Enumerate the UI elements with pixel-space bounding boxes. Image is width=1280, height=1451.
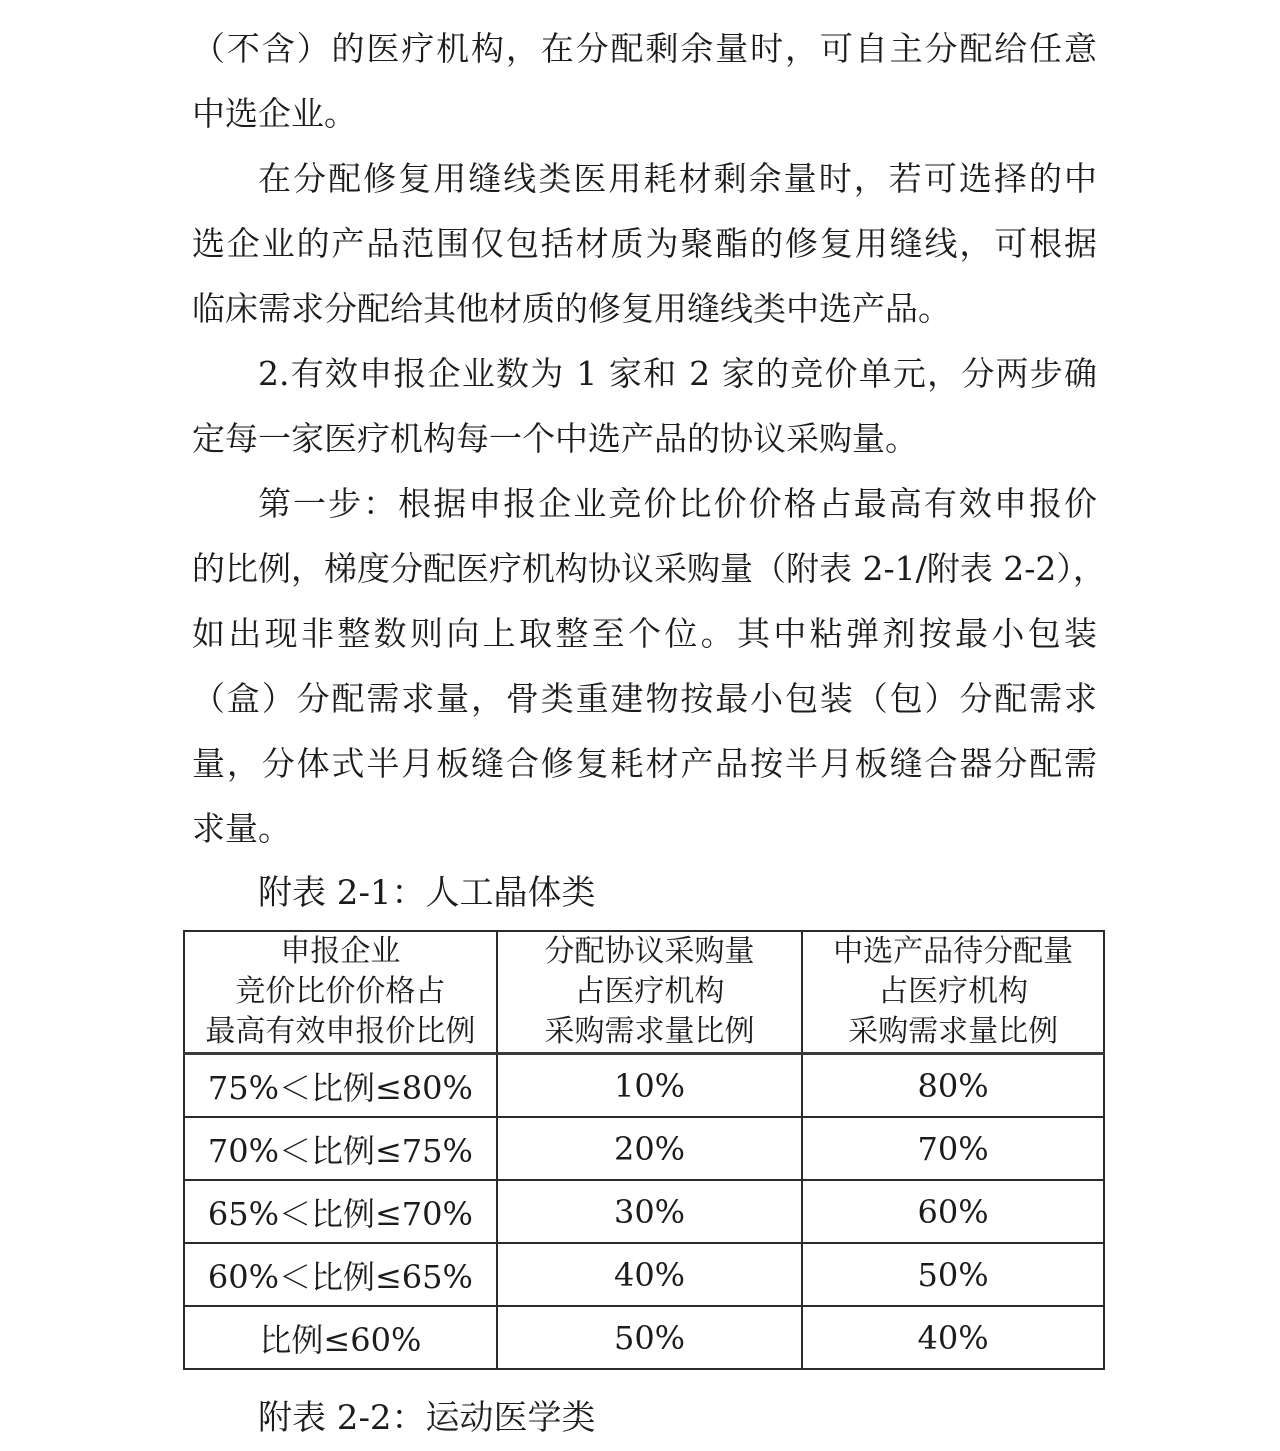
text-line: 量，分体式半月板缝合修复耗材产品按半月板缝合器分配需 — [192, 744, 1097, 783]
text-line: 如出现非整数则向上取整至个位。其中粘弹剂按最小包装 — [192, 614, 1097, 653]
table-cell: 70%＜比例≤75% — [184, 1117, 497, 1180]
table-cell: 30% — [497, 1180, 802, 1243]
allocation-table-2-1 — [183, 930, 1105, 1370]
table-2-1-caption: 附表 2-1：人工晶体类 — [258, 873, 596, 913]
table-cell: 40% — [497, 1243, 802, 1306]
paragraph — [192, 16, 1097, 146]
paragraph — [192, 471, 1106, 861]
header-line: 分配协议采购量 — [544, 934, 755, 969]
table-row — [184, 1306, 1104, 1369]
table-cell: 10% — [497, 1054, 802, 1118]
header-line: 采购需求量比例 — [544, 1014, 755, 1049]
header-line: 最高有效申报价比例 — [205, 1014, 476, 1049]
table-cell: 50% — [497, 1306, 802, 1369]
table-header-cell — [497, 931, 802, 1054]
table-cell: 80% — [802, 1054, 1104, 1118]
table-cell: 比例≤60% — [184, 1306, 497, 1369]
text-line: 临床需求分配给其他材质的修复用缝线类中选产品。 — [192, 289, 951, 328]
table-cell: 40% — [802, 1306, 1104, 1369]
table-row — [184, 1243, 1104, 1306]
table-row — [184, 1180, 1104, 1243]
text-line: 第一步：根据申报企业竞价比价价格占最高有效申报价 — [258, 484, 1097, 523]
table-cell: 65%＜比例≤70% — [184, 1180, 497, 1243]
table-row — [184, 1054, 1104, 1118]
text-line: 在分配修复用缝线类医用耗材剩余量时，若可选择的中 — [258, 159, 1097, 198]
text-line: （不含）的医疗机构，在分配剩余量时，可自主分配给任意 — [192, 29, 1097, 68]
header-line: 占医疗机构 — [878, 974, 1029, 1009]
header-line: 申报企业 — [280, 934, 401, 969]
text-line: 2.有效申报企业数为 1 家和 2 家的竞价单元，分两步确 — [258, 354, 1097, 393]
table-cell: 75%＜比例≤80% — [184, 1054, 497, 1118]
text-line: 选企业的产品范围仅包括材质为聚酯的修复用缝线，可根据 — [192, 224, 1097, 263]
header-line: 中选产品待分配量 — [833, 934, 1074, 969]
table-header-cell — [184, 931, 497, 1054]
table-body — [184, 1054, 1104, 1370]
header-line: 采购需求量比例 — [848, 1014, 1059, 1049]
text-line: 定每一家医疗机构每一个中选产品的协议采购量。 — [192, 419, 918, 458]
table-cell: 60%＜比例≤65% — [184, 1243, 497, 1306]
text-line: 的比例，梯度分配医疗机构协议采购量（附表 2-1/附表 2-2）， — [192, 549, 1106, 588]
header-line: 竞价比价价格占 — [235, 974, 446, 1009]
table-row — [184, 1117, 1104, 1180]
text-line: 中选企业。 — [192, 94, 357, 133]
table-cell: 70% — [802, 1117, 1104, 1180]
text-line: 求量。 — [192, 809, 291, 848]
table-header-row — [184, 931, 1104, 1054]
paragraph — [192, 341, 1097, 471]
paragraphs-container — [192, 16, 1106, 861]
table-2-2-caption: 附表 2-2：运动医学类 — [258, 1398, 596, 1438]
text-line: （盒）分配需求量，骨类重建物按最小包装（包）分配需求 — [192, 679, 1097, 718]
paragraph — [192, 146, 1097, 341]
table-header-cell — [802, 931, 1104, 1054]
table-cell: 50% — [802, 1243, 1104, 1306]
header-line: 占医疗机构 — [574, 974, 725, 1009]
table-cell: 20% — [497, 1117, 802, 1180]
table-cell: 60% — [802, 1180, 1104, 1243]
